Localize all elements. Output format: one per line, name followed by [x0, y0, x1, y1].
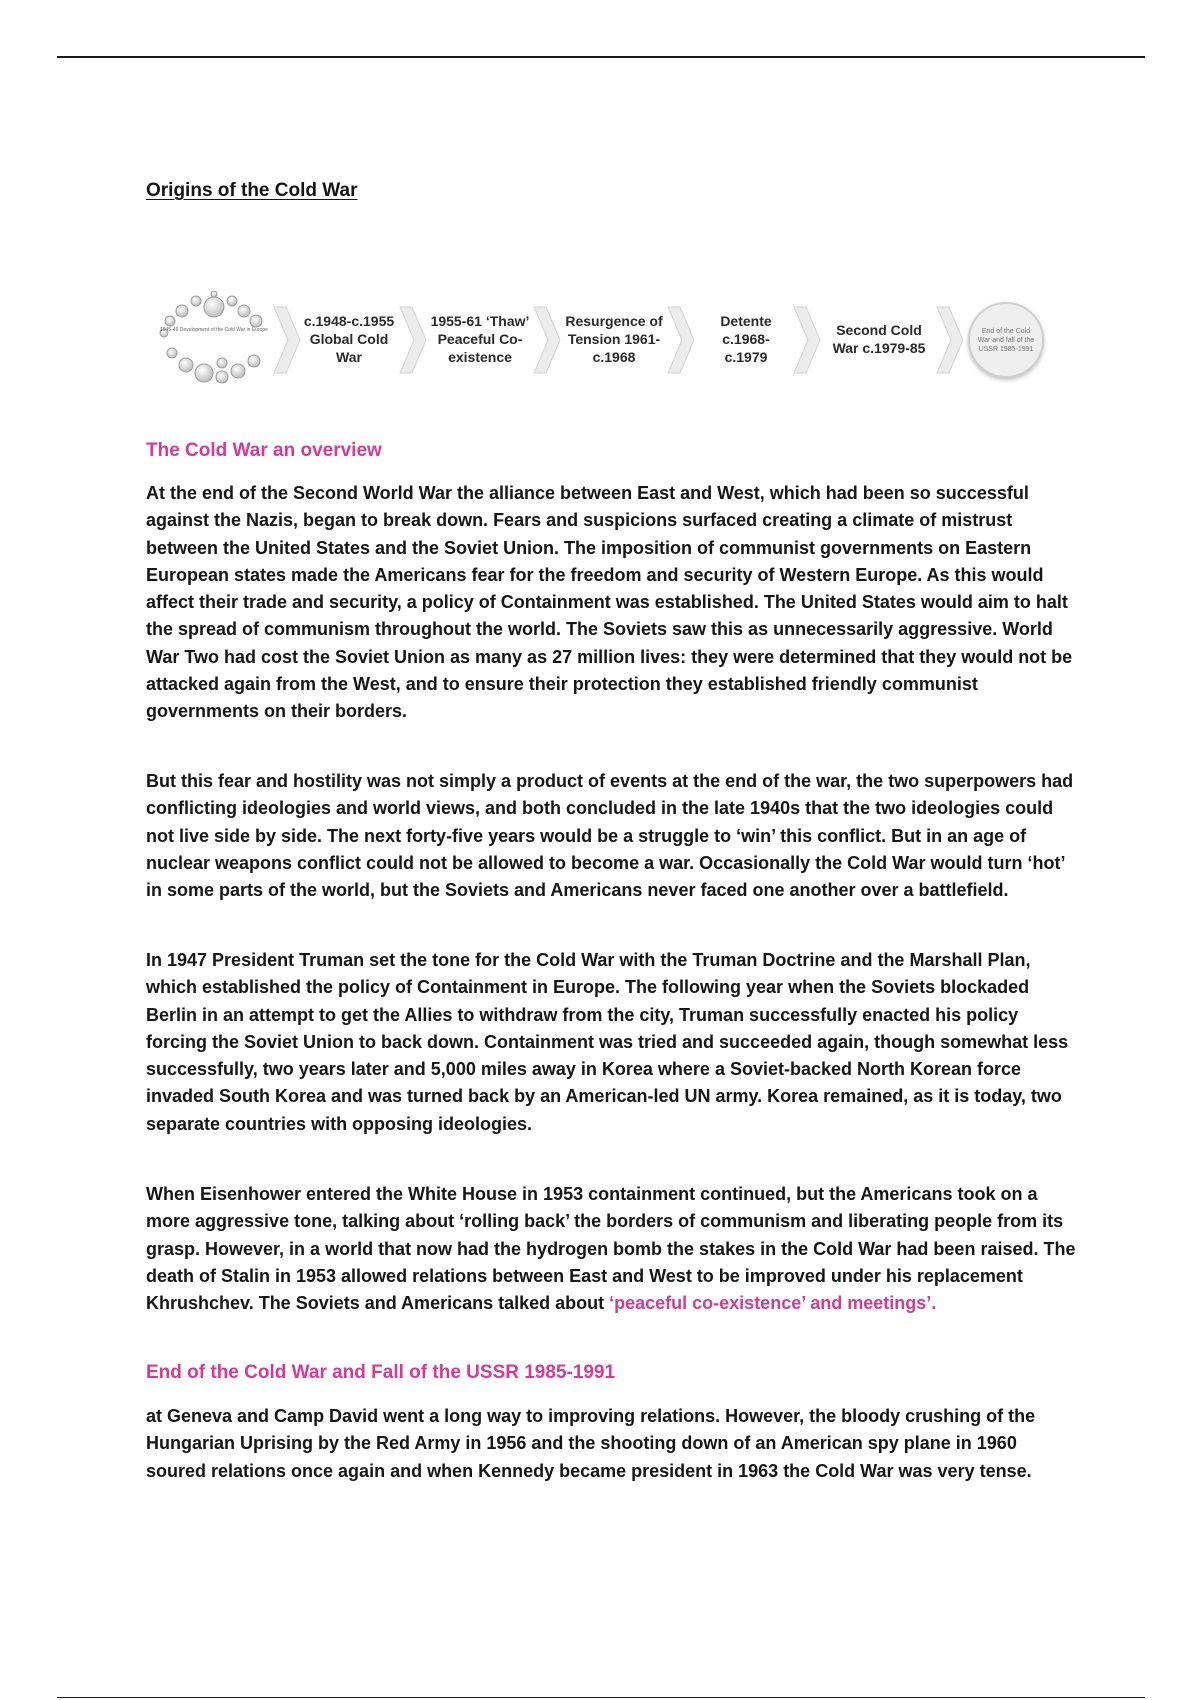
paragraph-text: When Eisenhower entered the White House in 1953 containment continued, but the Americans took on a more aggressive tone, talking about ‘rolling back’ the borders of communism and liberating people from its grasp. However, in a world that now had the hydrogen bomb the stakes in the Cold War had been raised. The death of Stalin in 1953 allowed relations between East and West to be improved under his replacement Khrushchev. The Soviets and Americans talked about: [146, 1184, 1076, 1314]
paragraph: [146, 1181, 1076, 1317]
page-title: Origins of the Cold War: [146, 180, 358, 201]
paragraph: At the end of the Second World War the alliance between East and West, which had been so successful against the Nazis, began to break down. Fears and suspicions surfaced creating a climate of mistrust between the United States and the Soviet Union. The imposition of communist governments on Eastern European states made the Americans fear for the freedom and security of Western Europe. As this would affect their trade and security, a policy of Containment was established. The United States would aim to halt the spread of communism throughout the world. The Soviets saw this as unnecessarily aggressive. World War Two had cost the Soviet Union as many as 27 million lives: they were determined that they would not be attacked again from the West, and to ensure their protection they established friendly communist governments on their borders.: [146, 483, 1073, 722]
section-heading-end-of-cold-war: End of the Cold War and Fall of the USSR 1985-1991: [146, 1362, 616, 1383]
chevron-right-icon: [398, 305, 428, 375]
chevron-right-icon: [935, 305, 965, 375]
timeline-start-label: 1945-49 Development of the Cold War in Europe: [160, 327, 268, 333]
paragraph: But this fear and hostility was not simply a product of events at the end of the war, the two superpowers had conflicting ideologies and world views, and both concluded in the late 1940s that the two ideologies could not live side by side. The next forty-five years would be a struggle to ‘win’ this conflict. But in an age of nuclear weapons conflict could not be allowed to become a war. Occasionally the Cold War would turn ‘hot’ in some parts of the world, but the Soviets and Americans never faced one another over a battlefield.: [146, 771, 1074, 901]
chevron-right-icon: [792, 305, 822, 375]
paragraph: at Geneva and Camp David went a long way to improving relations. However, the bloody crushing of the Hungarian Uprising by the Red Army in 1956 and the shooting down of an American spy plane in 1960 soured relations once again and when Kennedy became president in 1963 the Cold War was very tense.: [146, 1406, 1036, 1481]
paragraph-pink-text: ‘peaceful co-existence’ and meetings’.: [609, 1293, 937, 1314]
paragraph: In 1947 President Truman set the tone for the Cold War with the Truman Doctrine and the Marshall Plan, which established the policy of Containment in Europe. The following year when the Soviets blockaded Berlin in an attempt to get the Allies to withdraw from the city, Truman successfully enacted his policy forcing the Soviet Union to back down. Containment was tried and succeeded again, though somewhat less successfully, two years later and 5,000 miles away in Korea where a Soviet-backed North Korean force invaded South Korea and was turned back by an American-led UN army. Korea remained, as it is today, two separate countries with opposing ideologies.: [146, 950, 1069, 1134]
timeline-start-cluster: [158, 291, 270, 387]
timeline-diagram: [150, 285, 1060, 395]
timeline-step: 1955-61 ‘Thaw’ Peaceful Co-existence: [430, 313, 530, 365]
chevron-right-icon: [532, 305, 562, 375]
top-rule: [57, 56, 1145, 58]
timeline-step: Detente c.1968-c.1979: [720, 313, 772, 365]
chevron-right-icon: [272, 305, 302, 375]
bubble-cluster-icon: [158, 291, 270, 387]
timeline-step: c.1948-c.1955 Global Cold War: [303, 313, 395, 365]
timeline-step: Second Cold War c.1979-85: [832, 322, 926, 356]
section-heading-overview: The Cold War an overview: [146, 440, 382, 461]
chevron-right-icon: [666, 305, 696, 375]
timeline-step: Resurgence of Tension 1961-c.1968: [565, 313, 663, 365]
bottom-rule: [57, 1697, 1145, 1698]
timeline-end-circle: End of the Cold War and fall of the USSR 1985-1991: [968, 302, 1044, 378]
